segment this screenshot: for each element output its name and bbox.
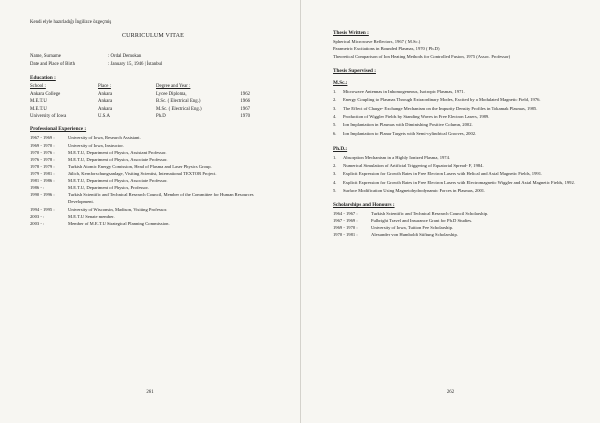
- phd-text: Absorption Mechanism in a Highly Ionized Plasma, 1974.: [343, 154, 451, 160]
- experience-row: [30, 191, 276, 205]
- education-row: [30, 106, 276, 113]
- phd-item: [333, 179, 584, 186]
- personal-row: [30, 53, 276, 61]
- education-school: M.E.T.U: [30, 99, 47, 105]
- phd-number: 4.: [333, 179, 337, 185]
- thesis-supervised-header: Thesis Supervised :: [333, 68, 376, 75]
- experience-row: [30, 134, 276, 141]
- experience-text: M.E.T.U, Department of Physics, Associate Professor.: [68, 178, 168, 184]
- experience-row: [30, 142, 276, 149]
- scholarship-years: 1970 - 1981 :: [333, 232, 358, 238]
- education-year: 1970: [240, 114, 250, 120]
- msc-text: The Effect of Charge- Exchange Mechanism on the Impurity Density Profiles in Tokamak Plasmas, 1985.: [343, 105, 538, 111]
- personal-value: : Ordal Demokan: [108, 54, 142, 59]
- msc-number: 6.: [333, 130, 337, 136]
- experience-row: [30, 220, 276, 227]
- msc-list: [333, 88, 584, 137]
- phd-item: [333, 170, 584, 177]
- msc-item: [333, 130, 584, 137]
- education-school: Ankara College: [30, 91, 61, 97]
- education-header: Education :: [30, 75, 56, 82]
- scholarship-row: [333, 210, 584, 217]
- msc-item: [333, 88, 584, 95]
- phd-number: 3.: [333, 171, 337, 177]
- phd-text: Explicit Expression for Growth Rates in Free Electron Lasers with Helical and Axial Magnetic Fields, 1991.: [343, 171, 543, 177]
- education-place: Ankara: [98, 91, 113, 97]
- experience-years: 1990 - 1996 :: [30, 192, 55, 198]
- personal-info: [30, 53, 276, 68]
- scholarship-text: Fulbright Travel and Insurance Grant for Ph.D Studies.: [371, 218, 473, 224]
- scholarship-row: [333, 231, 584, 238]
- phd-list: [333, 154, 584, 194]
- thesis-written-item: Spherical Microwave Reflectors, 1967 ( M.Sc.): [333, 39, 421, 44]
- msc-item: [333, 96, 584, 103]
- phd-item: [333, 187, 584, 194]
- experience-text: M.E.T.U, Department of Physics, Professor.: [68, 185, 149, 191]
- msc-number: 1.: [333, 89, 337, 95]
- experience-text: M.E.T.U, Department of Physics, Associate Professor.: [68, 156, 168, 162]
- scholarship-text: Turkish Scientific and Technical Research Council Scholarship.: [371, 210, 489, 216]
- page-number-right: 262: [446, 390, 455, 395]
- education-degree: Ph.D: [156, 114, 166, 120]
- experience-text: Turkish Scientific and Technical Research Council, Member of the Committee for Human Resources Development.: [68, 192, 254, 205]
- scholarships-header: Scholarships and Honours :: [333, 201, 395, 208]
- cv-title: CURRICULUM VITAE: [121, 33, 185, 39]
- msc-number: 3.: [333, 105, 337, 111]
- experience-text: M.E.T.U, Department of Physics, Assistant Professor.: [68, 149, 167, 155]
- experience-text: Member of M.E.T.U Strategical Planning Commission.: [68, 220, 170, 226]
- msc-number: 5.: [333, 122, 337, 128]
- thesis-written-item: Theoretical Comparison of Ion Heating Methods for Controlled Fusion, 1975 (Assoc. Professor): [333, 53, 511, 59]
- scholarship-text: Alexander von Humboldt Stiftung Scholarship.: [371, 232, 458, 238]
- experience-text: Turkish Atomic Energy Comission, Head of Plasma and Laser Physics Group.: [68, 163, 212, 169]
- personal-label: Name, Surname: [30, 54, 61, 59]
- experience-row: [30, 149, 276, 156]
- education-school: M.E.T.U: [30, 106, 47, 112]
- phd-text: Explicit Expression for Growth Rates in Free Electron Lasers with Electromagnetic Wiggler and Axial Magnetic Fields, 1992.: [343, 179, 575, 185]
- experience-row: [30, 213, 276, 220]
- right-page: [300, 0, 600, 423]
- education-year: 1967: [240, 106, 250, 112]
- education-place: U.S.A: [98, 114, 110, 120]
- msc-header: M.Sc.:: [333, 80, 348, 87]
- experience-row: [30, 184, 276, 191]
- personal-label: Date and Place of Birth: [30, 61, 76, 67]
- experience-row: [30, 177, 276, 184]
- education-year: 1966: [240, 99, 250, 105]
- education-school: University of Iowa: [30, 114, 67, 120]
- thesis-written-item: Parametric Excitations in Bounded Plasmas, 1970 ( Ph.D): [333, 46, 440, 52]
- col-year: [226, 83, 250, 90]
- scholarship-years: 1969 - 1970 :: [333, 225, 358, 231]
- experience-years: 1986 - :: [30, 185, 45, 191]
- scholarship-row: [333, 217, 584, 224]
- experience-years: 1976 - 1978 :: [30, 156, 55, 162]
- experience-text: University of Wisconsin, Madison, Visiting Professor.: [68, 206, 168, 212]
- msc-item: [333, 105, 584, 112]
- col-place: Place :: [98, 84, 111, 90]
- phd-number: 2.: [333, 162, 337, 168]
- education-place: Ankara: [98, 106, 113, 112]
- msc-number: 4.: [333, 113, 337, 119]
- msc-text: Microwave Antennas in Inhomogeneous, Isotropic Plasmas, 1971.: [343, 89, 465, 95]
- scholarship-row: [333, 224, 584, 231]
- phd-item: [333, 154, 584, 161]
- experience-years: 1978 - 1979 :: [30, 163, 55, 169]
- phd-text: Surface Modification Using Magnetohydrodynamic Forces in Plasmas, 2001.: [343, 187, 486, 193]
- education-place: Ankara: [98, 99, 113, 105]
- col-degree: Degree and Year :: [156, 84, 191, 90]
- experience-text: University of Iowa, Instructor.: [68, 142, 124, 148]
- education-degree: B.Sc. ( Electrical Eng.): [156, 99, 201, 105]
- phd-header: Ph.D.:: [333, 145, 348, 152]
- phd-item: [333, 162, 584, 169]
- education-degree: M.Sc. ( Electrical Eng.): [156, 106, 202, 112]
- msc-item: [333, 113, 584, 120]
- col-school: School :: [30, 84, 46, 90]
- experience-years: 1970 - 1976 :: [30, 149, 55, 155]
- education-year: 1962: [240, 91, 250, 97]
- education-row: [30, 98, 276, 105]
- experience-text: M.E.T.U Senate member.: [68, 213, 115, 219]
- experience-row: [30, 170, 276, 177]
- msc-text: Energy Coupling to Plasmas Through Extraordinary Modes, Excited by a Modulated Magnetic Field, 1976.: [343, 97, 541, 103]
- experience-years: 1981 - 1986 :: [30, 178, 55, 184]
- msc-item: [333, 121, 584, 128]
- experience-row: [30, 163, 276, 170]
- experience-years: 1979 - 1981 :: [30, 171, 55, 176]
- scholarship-years: 1964 - 1967 :: [333, 210, 358, 216]
- education-table: [30, 91, 276, 121]
- personal-value: : January 15, 1946 | İstanbul: [108, 61, 163, 67]
- education-columns: [30, 83, 276, 90]
- education-row: [30, 113, 276, 120]
- top-note: Kendi elyle hazırladığı İngilizce özgeçmiş: [30, 20, 112, 25]
- experience-text: University of Iowa, Research Assistant.: [68, 135, 141, 141]
- experience-years: 1967 - 1969 :: [30, 135, 55, 141]
- experience-row: [30, 206, 276, 213]
- experience-text: Jülich, Kernforschungsanlage, Visiting Scientist, International TEXTOR Project.: [68, 171, 217, 176]
- scholarship-text: University of Iowa, Tuition Fee Scholarship.: [371, 225, 454, 231]
- msc-number: 2.: [333, 97, 337, 103]
- scholarship-years: 1967 - 1969 :: [333, 218, 358, 224]
- experience-years: 1969 - 1970 :: [30, 142, 55, 148]
- page-number-left: 261: [146, 390, 154, 395]
- experience-years: 2003 - :: [30, 220, 45, 226]
- experience-years: 2003 - :: [30, 213, 45, 219]
- thesis-written-header: Thesis Written :: [333, 30, 369, 36]
- thesis-written-list: [333, 38, 584, 60]
- msc-text: Ion Implantation to Planar Targets with Semi-cylindrical Grooves, 2002.: [343, 130, 477, 136]
- experience-header: Professional Experience :: [30, 126, 87, 133]
- phd-text: Numerical Simulation of Artificial Triggering of Equatorial Spread- F, 1984.: [343, 162, 484, 168]
- education-degree: Lycee Diploma,: [156, 91, 187, 97]
- msc-text: Ion Implantation in Plasmas with Diminishing Positive Column, 2002.: [343, 122, 473, 128]
- education-row: [30, 91, 276, 98]
- experience-years: 1994 - 1995 :: [30, 206, 55, 212]
- scholarships-list: [333, 210, 584, 238]
- phd-number: 5.: [333, 187, 337, 193]
- phd-number: 1.: [333, 154, 337, 160]
- msc-text: Production of Wiggler Fields by Standing Waves in Free Electron Lasers, 1989.: [343, 113, 490, 119]
- experience-list: [30, 134, 276, 226]
- experience-row: [30, 156, 276, 163]
- personal-row: [30, 61, 276, 69]
